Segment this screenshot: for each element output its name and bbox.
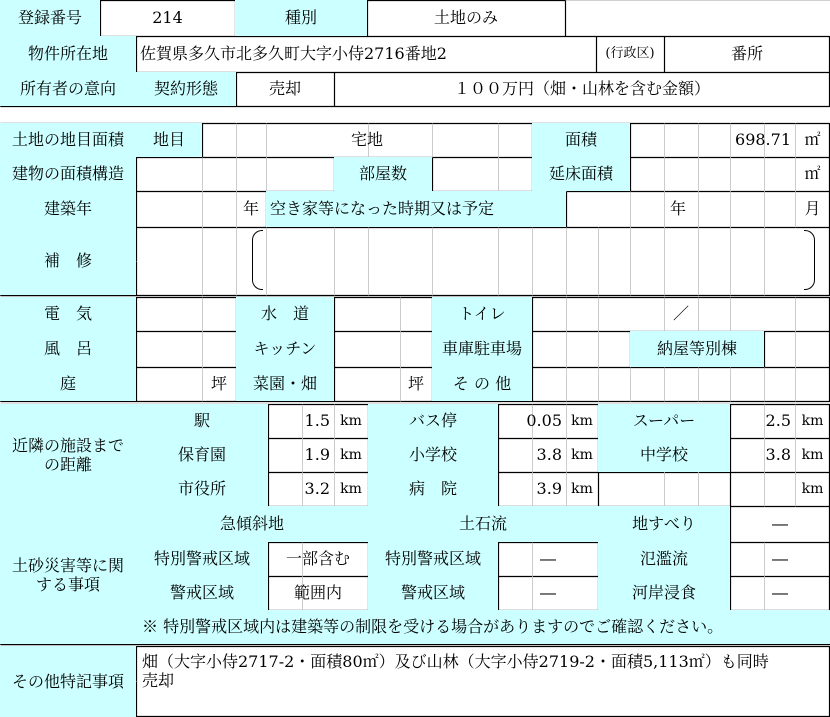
- flood-flow-label: 氾濫流: [598, 542, 730, 576]
- floor-area-unit: ㎡: [804, 164, 821, 184]
- nursery-label: 保育園: [136, 438, 268, 472]
- supermarket-label: スーパー: [598, 404, 730, 438]
- area-unit: ㎡: [804, 130, 821, 150]
- vacancy-year-unit: 年: [669, 199, 686, 219]
- type-label: 種別: [235, 0, 367, 36]
- junior-high-unit: km: [801, 446, 824, 463]
- land-area-label: 土地の地目面積: [0, 123, 136, 157]
- vacancy-month-unit: 月: [804, 199, 821, 219]
- contract-type-value: 売却: [268, 79, 301, 99]
- other-notes-label: その他特記事項: [0, 646, 136, 717]
- garden-unit: 坪: [210, 374, 227, 394]
- kitchen-label: キッチン: [236, 331, 334, 367]
- other-facility-label: そ の 他: [432, 367, 532, 401]
- toilet-label: トイレ: [432, 297, 532, 331]
- area-value: 698.71: [735, 130, 791, 150]
- vegetable-field-label: 菜園・畑: [236, 367, 334, 401]
- warning-zone-2-value: ―: [540, 583, 556, 603]
- floor-area-label: 延床面積: [532, 157, 630, 191]
- vegetable-field-unit: 坪: [407, 374, 424, 394]
- nursery-distance: 1.9: [304, 445, 330, 465]
- supermarket-distance: 2.5: [765, 411, 791, 431]
- junior-high-label: 中学校: [598, 438, 730, 472]
- special-warning-zone-1-value: 一部含む: [285, 549, 350, 569]
- nearby-facilities-label: 近隣の施設までの距離: [0, 404, 136, 506]
- repair-bracket-right: [804, 230, 815, 290]
- steep-slope-label: 急傾斜地: [136, 506, 368, 542]
- location-label: 物件所在地: [0, 36, 136, 72]
- contract-type-label: 契約形態: [136, 72, 236, 106]
- landslide-value: ―: [772, 514, 788, 534]
- special-warning-zone-1-label: 特別警戒区域: [136, 542, 268, 576]
- city-hall-label: 市役所: [136, 472, 268, 506]
- district-label: (行政区): [605, 46, 655, 62]
- district-value: 番所: [730, 44, 763, 64]
- city-hall-distance: 3.2: [304, 479, 330, 499]
- special-warning-zone-2-value: ―: [540, 549, 556, 569]
- elementary-school-unit: km: [571, 446, 593, 463]
- station-distance: 1.5: [304, 411, 330, 431]
- elementary-school-distance: 3.8: [536, 445, 562, 465]
- registration-number-value: 214: [152, 8, 183, 28]
- bus-stop-label: バス停: [368, 404, 498, 438]
- hazard-label: 土砂災害等に関する事項: [0, 506, 136, 644]
- built-year-label: 建築年: [0, 191, 136, 227]
- bank-erosion-label: 河岸浸食: [598, 576, 730, 610]
- warning-zone-1-value: 範囲内: [293, 583, 342, 603]
- elementary-school-label: 小学校: [368, 438, 498, 472]
- landslide-label: 地すべり: [598, 506, 730, 542]
- junior-high-distance: 3.8: [765, 445, 791, 465]
- station-label: 駅: [136, 404, 268, 438]
- land-category-label: 地目: [136, 123, 202, 157]
- hospital-distance: 3.9: [536, 479, 562, 499]
- area-label: 面積: [532, 123, 630, 157]
- type-value: 土地のみ: [433, 8, 498, 28]
- nursery-unit: km: [340, 446, 362, 463]
- price-value: １００万円（畑・山林を含む金額）: [453, 79, 710, 99]
- garage-label: 車庫駐車場: [432, 331, 532, 367]
- bus-stop-unit: km: [571, 412, 593, 429]
- hazard-note: ※ 特別警戒区域内は建築等の制限を受ける場合がありますのでご確認ください。: [136, 610, 830, 644]
- toilet-value: ／: [672, 304, 689, 324]
- repair-label: 補 修: [0, 227, 136, 295]
- land-category-value: 宅地: [350, 130, 383, 150]
- electricity-label: 電 気: [0, 297, 136, 331]
- water-label: 水 道: [236, 297, 334, 331]
- warning-zone-1-label: 警戒区域: [136, 576, 268, 610]
- debris-flow-label: 土石流: [368, 506, 598, 542]
- owner-intent-label: 所有者の意向: [0, 72, 136, 106]
- warning-zone-2-label: 警戒区域: [368, 576, 498, 610]
- registration-number-label: 登録番号: [0, 0, 100, 36]
- other-notes-text: 畑（大字小侍2717-2・面積80㎡）及び山林（大字小侍2719-2・面積5,113㎡）も同時売却: [142, 652, 769, 691]
- hospital-label: 病 院: [368, 472, 498, 506]
- flood-flow-value: ―: [772, 549, 788, 569]
- station-unit: km: [340, 412, 362, 429]
- garden-label: 庭: [0, 367, 136, 401]
- built-year-unit: 年: [242, 199, 259, 219]
- supermarket-unit: km: [801, 412, 824, 429]
- city-hall-unit: km: [340, 480, 362, 497]
- hospital-unit: km: [571, 480, 593, 497]
- empty-facility-unit: km: [801, 480, 824, 497]
- rooms-label: 部屋数: [334, 157, 432, 191]
- barn-label: 納屋等別棟: [630, 331, 764, 367]
- building-area-label: 建物の面積構造: [0, 157, 136, 191]
- repair-bracket-left: [252, 230, 263, 290]
- vacancy-period-label: 空き家等になった時期又は予定: [266, 191, 566, 227]
- bank-erosion-value: ―: [772, 583, 788, 603]
- bath-label: 風 呂: [0, 331, 136, 367]
- special-warning-zone-2-label: 特別警戒区域: [368, 542, 498, 576]
- location-value: 佐賀県多久市北多久町大字小侍2716番地2: [140, 44, 447, 64]
- bus-stop-distance: 0.05: [526, 411, 562, 431]
